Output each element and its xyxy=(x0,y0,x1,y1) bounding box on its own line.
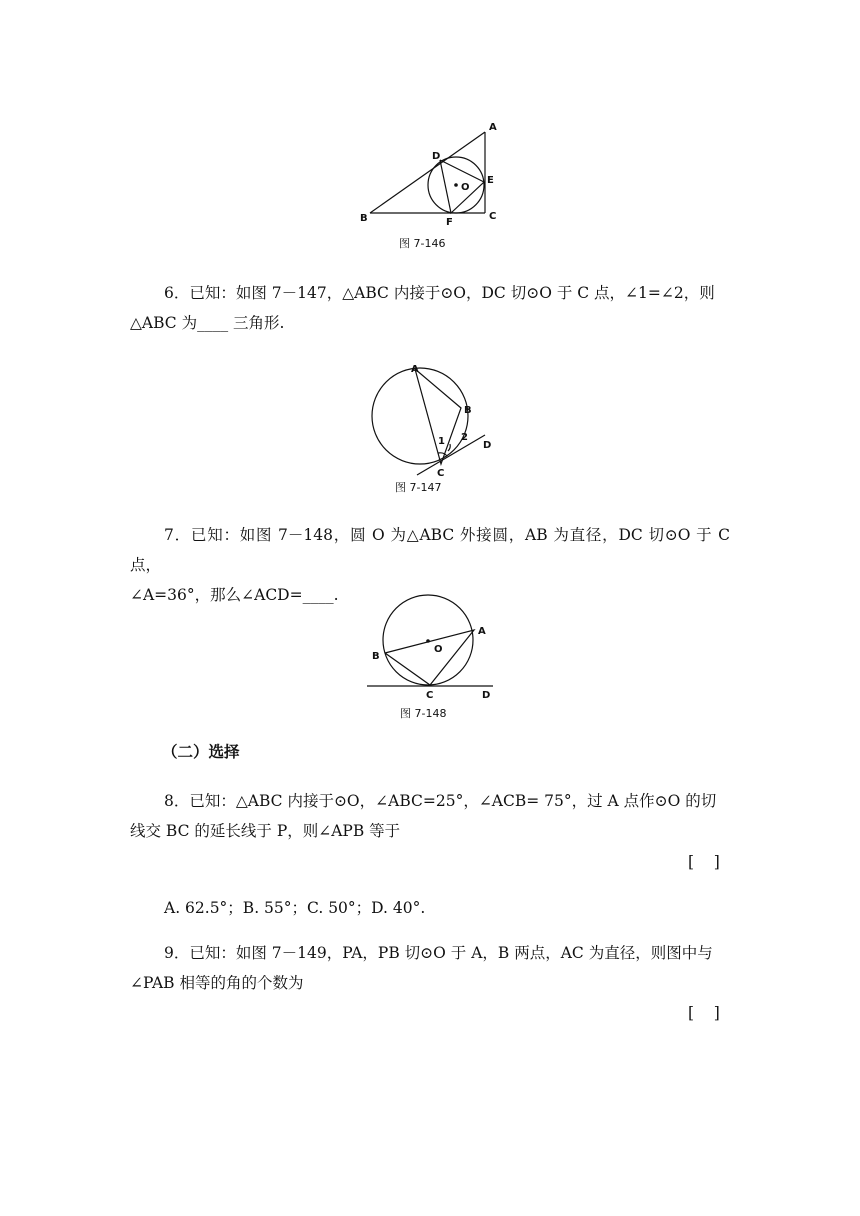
label-d: D xyxy=(483,440,492,451)
caption-7-148: 图 7-148 xyxy=(400,707,447,720)
figure-7-148 xyxy=(360,590,500,725)
label-o: O xyxy=(434,644,443,655)
label-c: C xyxy=(489,211,497,222)
label-angle-2: 2 xyxy=(461,432,468,443)
tangent-dc xyxy=(417,435,485,475)
side-ab xyxy=(370,132,485,213)
label-o: O xyxy=(461,182,470,193)
question-9-line-2: ∠PAB 相等的角的个数为 xyxy=(130,974,304,992)
label-a: A xyxy=(478,626,486,637)
question-9 xyxy=(130,938,730,998)
answer-bracket-q8: [ ] xyxy=(688,853,720,871)
section-title-choice: （二）选择 xyxy=(162,743,240,761)
answer-bracket-q9: [ ] xyxy=(688,1004,720,1022)
question-8 xyxy=(130,786,730,846)
label-c: C xyxy=(437,468,445,479)
label-d: D xyxy=(432,151,441,162)
question-6-line-2: △ABC 为____ 三角形. xyxy=(130,314,285,332)
label-angle-1: 1 xyxy=(438,436,445,447)
question-6-line-1: 6．已知：如图 7－147，△ABC 内接于⊙O，DC 切⊙O 于 C 点，∠1=∠2，则 xyxy=(164,284,715,302)
question-7-line-2: ∠A=36°，那么∠ACD=____. xyxy=(130,586,339,604)
label-a: A xyxy=(489,122,497,133)
caption-7-146: 图 7-146 xyxy=(399,237,446,250)
question-8-options: A. 62.5°；B. 55°；C. 50°；D. 40°. xyxy=(164,899,426,917)
question-9-line-1: 9．已知：如图 7－149，PA，PB 切⊙O 于 A，B 两点，AC 为直径，则图中与 xyxy=(164,944,713,962)
center-point-o xyxy=(426,639,430,643)
label-b: B xyxy=(372,651,380,662)
label-d: D xyxy=(482,690,491,701)
angle-1-arc xyxy=(438,453,447,456)
question-6 xyxy=(130,278,730,338)
figure-7-146 xyxy=(350,115,520,255)
label-b: B xyxy=(360,213,368,224)
center-point-o xyxy=(454,183,458,187)
label-e: E xyxy=(487,175,494,186)
circle-o xyxy=(372,368,468,464)
question-8-line-1: 8．已知：△ABC 内接于⊙O，∠ABC=25°，∠ACB= 75°，过 A 点作⊙O 的切 xyxy=(164,792,717,810)
label-f: F xyxy=(446,217,453,228)
label-b: B xyxy=(464,405,472,416)
triangle-abc xyxy=(385,630,474,685)
label-a: A xyxy=(411,364,419,375)
question-7-line-1: 7．已知：如图 7－148，圆 O 为△ABC 外接圆，AB 为直径，DC 切⊙O 于 C 点， xyxy=(130,526,730,574)
question-8-line-2: 线交 BC 的延长线于 P，则∠APB 等于 xyxy=(130,822,401,840)
caption-7-147: 图 7-147 xyxy=(395,481,442,494)
label-c: C xyxy=(426,690,434,701)
figure-7-147 xyxy=(360,360,510,500)
